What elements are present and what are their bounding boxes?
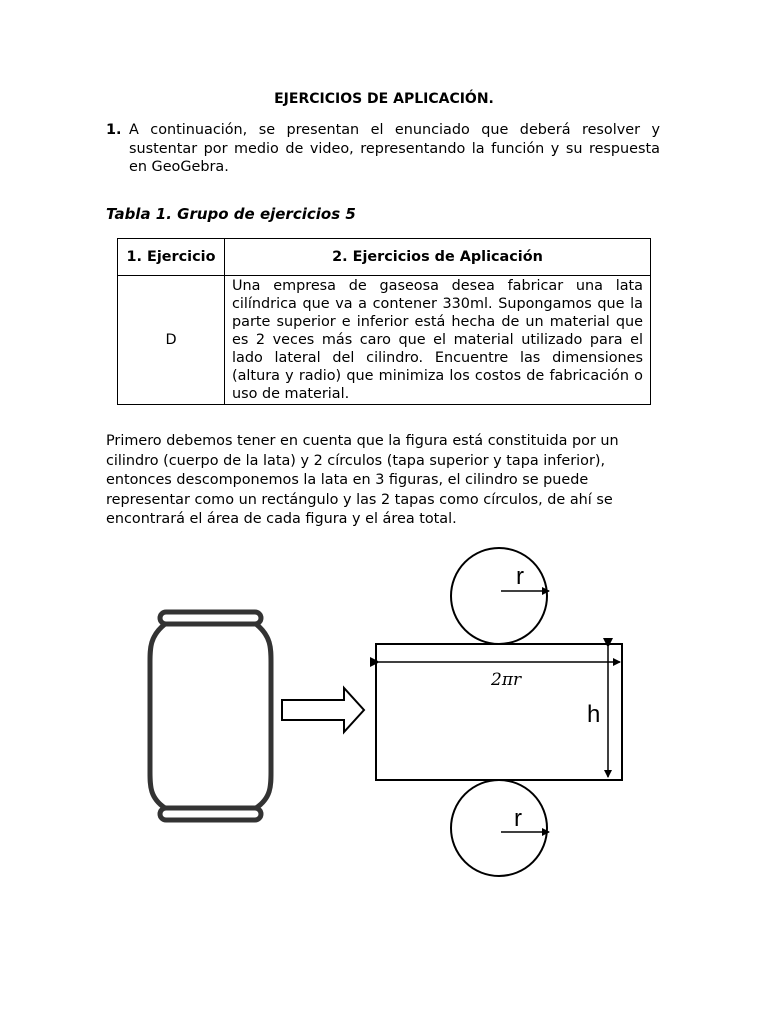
table-header-exercise: 1. Ejercicio xyxy=(118,239,225,276)
table-cell-exercise-text: Una empresa de gaseosa desea fabricar una lata cilíndrica que va a contener 330ml. Supongamos que la parte superior e inferior está hecha de un material que es 2 veces más caro que el material utilizado para el lado lateral del cilindro. Encuentre las dimensiones (altura y radio) que minimiza los costos de fabricación o uso de material. xyxy=(225,276,651,405)
list-item-text: A continuación, se presentan el enunciado que deberá resolver y sustentar por medio de video, representando la función y su respuesta en GeoGebra. xyxy=(129,122,660,175)
page-title: EJERCICIOS DE APLICACIÓN. xyxy=(274,91,494,107)
bottom-radius-label: r xyxy=(514,805,522,832)
table-header-row xyxy=(118,239,651,276)
list-item-number: 1. xyxy=(106,122,122,138)
list-item-1 xyxy=(106,121,660,177)
top-radius-label: r xyxy=(516,563,524,590)
bottom-circle-shape xyxy=(451,780,549,876)
top-circle-shape xyxy=(451,548,549,644)
table-caption: Tabla 1. Grupo de ejercicios 5 xyxy=(106,205,356,223)
width-label: 2πr xyxy=(491,670,522,690)
lateral-rectangle-shape xyxy=(376,644,622,780)
height-label: h xyxy=(587,701,601,728)
can-decomposition-figure xyxy=(0,540,768,900)
arrow-right-icon xyxy=(282,688,364,732)
soda-can-icon xyxy=(150,612,271,820)
table-cell-exercise-id: D xyxy=(118,276,225,405)
table-header-application: 2. Ejercicios de Aplicación xyxy=(225,239,651,276)
table-row xyxy=(118,276,651,405)
exercise-table xyxy=(117,238,651,405)
explanation-paragraph: Primero debemos tener en cuenta que la figura está constituida por un cilindro (cuerpo de la lata) y 2 círculos (tapa superior y tapa inferior), entonces descomponemos la lata en 3 figuras, el cilindro se puede representar como un rectángulo y las 2 tapas como círculos, de ahí se encontrará el área de cada figura y el área total. xyxy=(106,433,619,527)
